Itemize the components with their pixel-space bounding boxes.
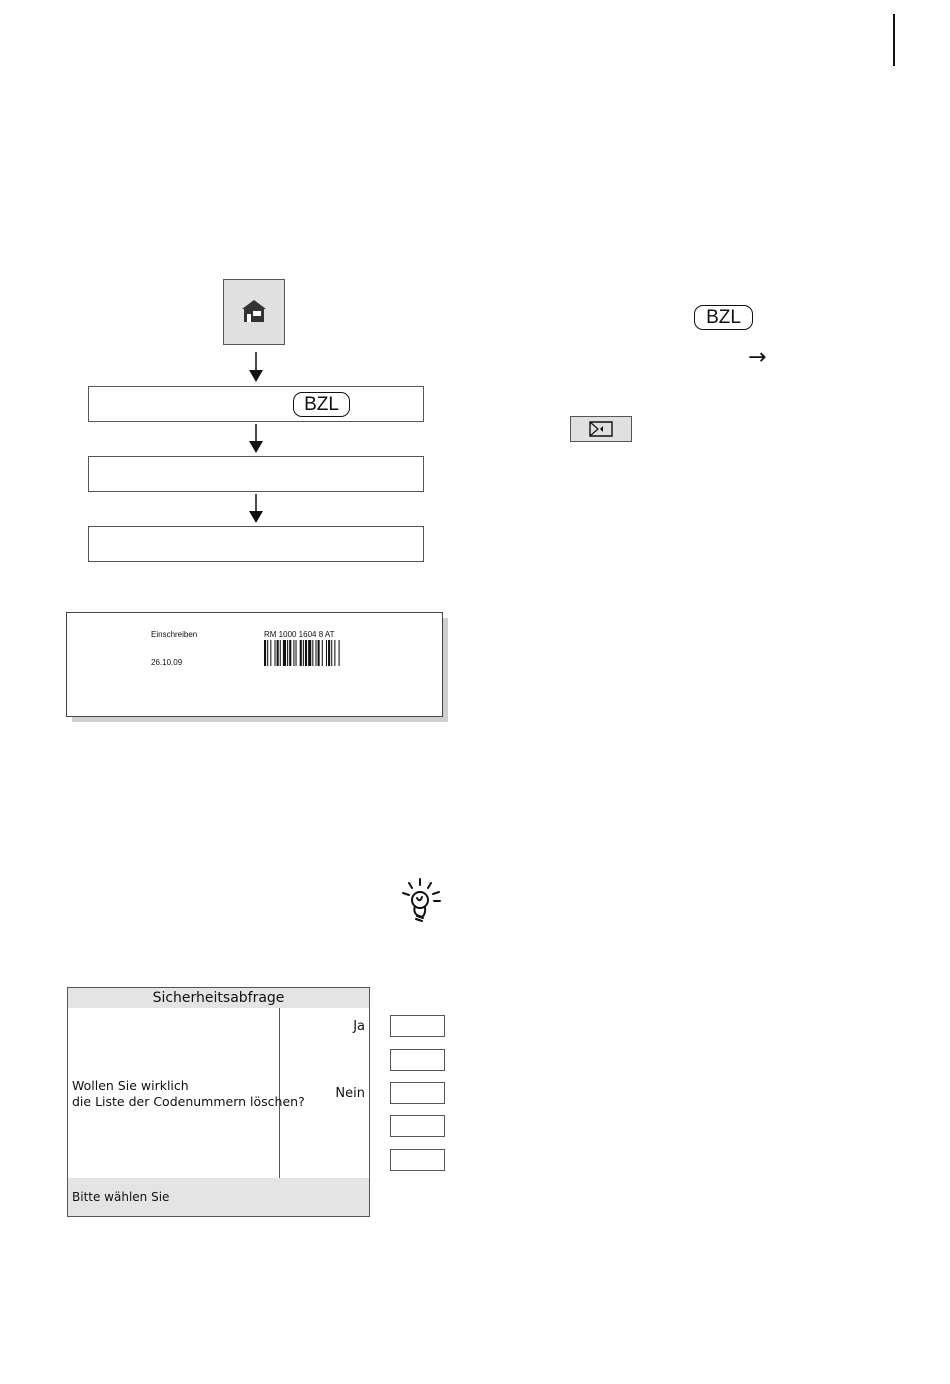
confirmation-dialog	[67, 987, 370, 1217]
barcode-bar	[308, 640, 311, 666]
label-date: 26.10.09	[151, 658, 183, 667]
barcode-bar	[334, 640, 335, 666]
barcode-bar	[305, 640, 307, 666]
flow-arrow-3	[249, 494, 263, 523]
soft-key-2[interactable]	[390, 1049, 445, 1071]
flow-step-2	[88, 456, 424, 492]
barcode-bar	[328, 640, 330, 666]
barcode-bar	[289, 640, 291, 666]
lightbulb-tip-icon	[398, 876, 450, 924]
barcode-bar	[283, 640, 286, 666]
barcode-bar	[277, 640, 279, 666]
back-key[interactable]	[570, 416, 632, 442]
option-no[interactable]: Nein	[335, 1086, 365, 1101]
soft-key-3[interactable]	[390, 1082, 445, 1104]
soft-key-1[interactable]	[390, 1015, 445, 1037]
option-yes[interactable]: Ja	[353, 1019, 365, 1034]
back-icon	[589, 421, 613, 437]
soft-key-5[interactable]	[390, 1149, 445, 1171]
barcode-bar	[293, 640, 294, 666]
barcode-bar	[270, 640, 271, 666]
bzl-key[interactable]: BZL	[293, 392, 350, 417]
flow-step-1	[88, 386, 424, 422]
label-code: RM 1000 1604 8 AT	[264, 630, 335, 639]
page-edge-marker	[893, 14, 895, 66]
barcode-bar	[322, 640, 323, 666]
barcode-bar	[264, 640, 266, 666]
flow-arrow-2	[249, 424, 263, 453]
dialog-message	[72, 1078, 305, 1110]
dialog-message-line-1: Wollen Sie wirklich	[72, 1078, 189, 1093]
barcode-bar	[326, 640, 327, 666]
barcode-bar	[315, 640, 316, 666]
flow-step-3	[88, 526, 424, 562]
barcode-bar	[275, 640, 276, 666]
barcode-bar	[312, 640, 313, 666]
barcode-bar	[318, 640, 320, 666]
flow-arrow-1	[249, 352, 263, 382]
dialog-message-line-2: die Liste der Codenummern löschen?	[72, 1094, 305, 1109]
label-sample	[66, 612, 443, 717]
barcode-bar	[287, 640, 288, 666]
dialog-title: Sicherheitsabfrage	[68, 988, 369, 1008]
barcode-bar	[331, 640, 332, 666]
arrow-right-icon: →	[748, 345, 767, 370]
barcode-bar	[339, 640, 340, 666]
barcode-bar	[280, 640, 281, 666]
dialog-status-bar	[68, 1178, 369, 1216]
barcode-bar	[303, 640, 304, 666]
dialog-status-text: Bitte wählen Sie	[72, 1190, 170, 1204]
soft-key-4[interactable]	[390, 1115, 445, 1137]
barcode-bar	[267, 640, 268, 666]
bzl-key-reference[interactable]: BZL	[694, 305, 753, 330]
home-key[interactable]	[223, 279, 285, 345]
barcode	[264, 640, 416, 666]
home-icon	[242, 300, 266, 322]
barcode-bar	[296, 640, 297, 666]
label-type: Einschreiben	[151, 630, 198, 639]
barcode-bar	[300, 640, 302, 666]
